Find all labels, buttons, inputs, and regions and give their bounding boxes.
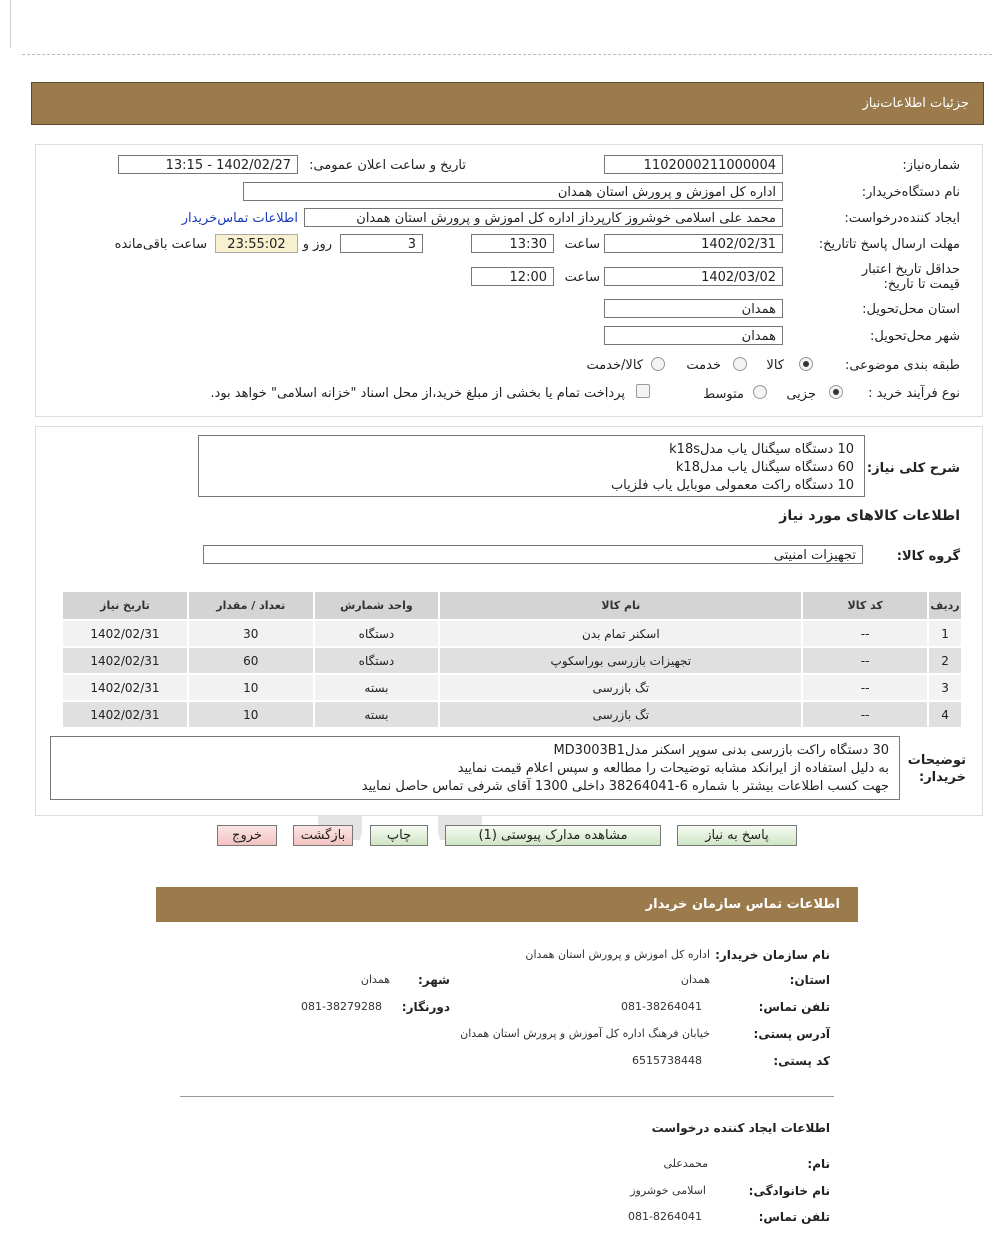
province-field: همدان: [604, 299, 783, 318]
cell-code: --: [803, 621, 927, 646]
category-goods-service-radio[interactable]: [651, 357, 665, 371]
creator-name-value: محمدعلی: [663, 1157, 708, 1170]
buyer-note-line: 30 دستگاه راکت بازرسی بدنی سوپر اسکنر مدلMD3003B1: [553, 743, 889, 758]
validity-label: حداقل تاریخ اعتبار قیمت تا تاریخ:: [861, 262, 960, 292]
remaining-time-label: ساعت باقی‌مانده: [114, 237, 207, 252]
days-label: روز و: [302, 237, 332, 252]
validity-date-field: 1402/03/02: [604, 267, 783, 286]
contact-city-label: شهر:: [418, 973, 450, 987]
goods-group-label: گروه کالا:: [896, 549, 960, 564]
cell-unit: بسته: [315, 675, 439, 700]
contact-city-value: همدان: [360, 973, 390, 986]
need-number-label: شماره‌نیاز:: [902, 158, 960, 173]
contact-org-value: اداره کل اموزش و پرورش استان همدان: [525, 948, 710, 961]
table-header-row: [63, 592, 961, 619]
process-partial-label: جزیی: [786, 387, 816, 402]
buyer-notes-label: توضیحات خریدار:: [907, 753, 966, 785]
buyer-note-line: به دلیل استفاده از ایرانکد مشابه توضیحات را مطالعه و سپس اعلام قیمت نمایید: [457, 761, 889, 776]
cell-date: 1402/02/31: [63, 621, 187, 646]
process-label: نوع فرآیند خرید :: [868, 386, 960, 401]
requester-field: محمد علی اسلامی خوشروز کارپرداز اداره کل اموزش و پرورش استان همدان: [304, 208, 783, 227]
cell-row: 2: [929, 648, 961, 673]
city-field: همدان: [604, 326, 783, 345]
announce-label: تاریخ و ساعت اعلان عمومی:: [309, 158, 466, 173]
cell-date: 1402/02/31: [63, 675, 187, 700]
goods-group-field: تجهیزات امنیتی: [203, 545, 863, 564]
treasury-payment-checkbox[interactable]: [636, 384, 650, 398]
cell-date: 1402/02/31: [63, 702, 187, 727]
category-goods-label: کالا: [766, 358, 784, 373]
cell-qty: 10: [189, 675, 313, 700]
contact-phone-label: تلفن تماس:: [758, 1000, 830, 1014]
page-edge-line: [10, 0, 11, 48]
buyer-org-label: نام دستگاه‌خریدار:: [861, 185, 960, 200]
cell-qty: 30: [189, 621, 313, 646]
cell-unit: دستگاه: [315, 621, 439, 646]
process-medium-radio[interactable]: [753, 385, 767, 399]
requester-label: ایجاد کننده‌درخواست:: [844, 211, 960, 226]
back-button[interactable]: بازگشت: [293, 825, 353, 846]
cell-name: اسکنر تمام بدن: [440, 621, 801, 646]
treasury-payment-note: پرداخت تمام یا بخشی از مبلغ خرید،از محل اسناد "خزانه اسلامی" خواهد بود.: [210, 386, 625, 401]
contact-org-label: نام سازمان خریدار:: [715, 948, 830, 962]
contact-phone-value: 081-38264041: [621, 1000, 702, 1013]
cell-name: تجهیزات بازرسی بوراسکوپ: [440, 648, 801, 673]
province-label: استان محل‌تحویل:: [862, 302, 960, 317]
cell-name: تگ بازرسی: [440, 675, 801, 700]
validity-time-label: ساعت: [564, 270, 600, 285]
contact-province-value: همدان: [680, 973, 710, 986]
creator-family-value: اسلامی خوشروز: [630, 1184, 706, 1197]
cell-code: --: [803, 648, 927, 673]
cell-name: تگ بازرسی: [440, 702, 801, 727]
creator-family-label: نام خانوادگی:: [748, 1184, 830, 1198]
goods-section-title: اطلاعات کالاهای مورد نیاز: [779, 508, 960, 524]
creator-phone-value: 081-8264041: [628, 1210, 702, 1223]
page-title: جزئیات اطلاعات‌نیاز: [862, 96, 969, 111]
contact-province-label: استان:: [789, 973, 830, 987]
goods-table: [61, 590, 963, 729]
cell-unit: بسته: [315, 702, 439, 727]
col-qty-header: تعداد / مقدار: [189, 592, 313, 619]
cell-code: --: [803, 675, 927, 700]
cell-qty: 10: [189, 702, 313, 727]
deadline-time-label: ساعت: [564, 237, 600, 252]
summary-line: 10 دستگاه راکت معمولی موبایل یاب فلزیاب: [610, 478, 854, 493]
category-goods-service-label: کالا/خدمت: [586, 358, 643, 373]
summary-label: شرح کلی نیاز:: [866, 461, 960, 476]
creator-phone-label: تلفن تماس:: [758, 1210, 830, 1224]
buyer-note-line: جهت کسب اطلاعات بیشتر با شماره 6-38264041 داخلی 1300 آقای شرفی تماس حاصل نمایید: [361, 779, 889, 794]
deadline-time-field: 13:30: [471, 234, 554, 253]
process-medium-label: متوسط: [703, 387, 744, 402]
contact-address-label: آدرس پستی:: [753, 1027, 830, 1041]
category-label: طبقه بندی موضوعی:: [844, 358, 960, 373]
cell-row: 4: [929, 702, 961, 727]
remaining-time-badge: 23:55:02: [215, 234, 298, 253]
col-row-header: ردیف: [929, 592, 961, 619]
cell-code: --: [803, 702, 927, 727]
cell-row: 1: [929, 621, 961, 646]
table-row: [63, 702, 961, 727]
days-remaining-field: 3: [340, 234, 423, 253]
need-number-field: 1102000211000004: [604, 155, 783, 174]
attachments-button[interactable]: مشاهده مدارک پیوستی (1): [445, 825, 661, 846]
category-service-label: خدمت: [686, 358, 721, 373]
col-date-header: تاریخ نیاز: [63, 592, 187, 619]
buyer-notes-box: [50, 736, 900, 800]
contact-fax-label: دورنگار:: [401, 1000, 450, 1014]
contact-section-title: اطلاعات تماس سازمان خریدار: [645, 897, 840, 912]
cell-qty: 60: [189, 648, 313, 673]
contact-postal-label: کد پستی:: [773, 1054, 830, 1068]
summary-line: 60 دستگاه سیگنال یاب مدلk18: [675, 460, 854, 475]
contact-divider: [180, 1096, 834, 1097]
process-partial-radio[interactable]: [829, 385, 843, 399]
validity-time-field: 12:00: [471, 267, 554, 286]
contact-address-value: خیابان فرهنگ اداره کل آموزش و پرورش استان همدان: [460, 1027, 710, 1040]
page-header: [31, 82, 984, 125]
table-row: [63, 648, 961, 673]
contact-section-header: [156, 887, 858, 922]
deadline-label: مهلت ارسال پاسخ تا‌تاریخ:: [818, 237, 960, 252]
creator-section-title: اطلاعات ایجاد کننده درخواست: [651, 1121, 830, 1135]
city-label: شهر محل‌تحویل:: [870, 329, 960, 344]
cell-date: 1402/02/31: [63, 648, 187, 673]
exit-button[interactable]: خروج: [217, 825, 277, 846]
page-divider: [22, 54, 992, 55]
contact-postal-value: 6515738448: [632, 1054, 702, 1067]
contact-fax-value: 081-38279288: [301, 1000, 382, 1013]
reply-button[interactable]: پاسخ به نیاز: [677, 825, 797, 846]
buyer-contact-link[interactable]: اطلاعات تماس‌خریدار: [181, 211, 298, 226]
category-goods-radio[interactable]: [799, 357, 813, 371]
cell-row: 3: [929, 675, 961, 700]
table-row: [63, 675, 961, 700]
col-name-header: نام کالا: [440, 592, 801, 619]
table-row: [63, 621, 961, 646]
deadline-date-field: 1402/02/31: [604, 234, 783, 253]
category-service-radio[interactable]: [733, 357, 747, 371]
col-code-header: کد کالا: [803, 592, 927, 619]
col-unit-header: واحد شمارش: [315, 592, 439, 619]
creator-name-label: نام:: [807, 1157, 830, 1171]
announce-date-field: 1402/02/27 - 13:15: [118, 155, 298, 174]
buyer-org-field: اداره کل اموزش و پرورش استان همدان: [243, 182, 783, 201]
print-button[interactable]: چاپ: [370, 825, 428, 846]
summary-line: 10 دستگاه سیگنال یاب مدلk18s: [669, 442, 854, 457]
cell-unit: دستگاه: [315, 648, 439, 673]
summary-box: [198, 435, 865, 497]
